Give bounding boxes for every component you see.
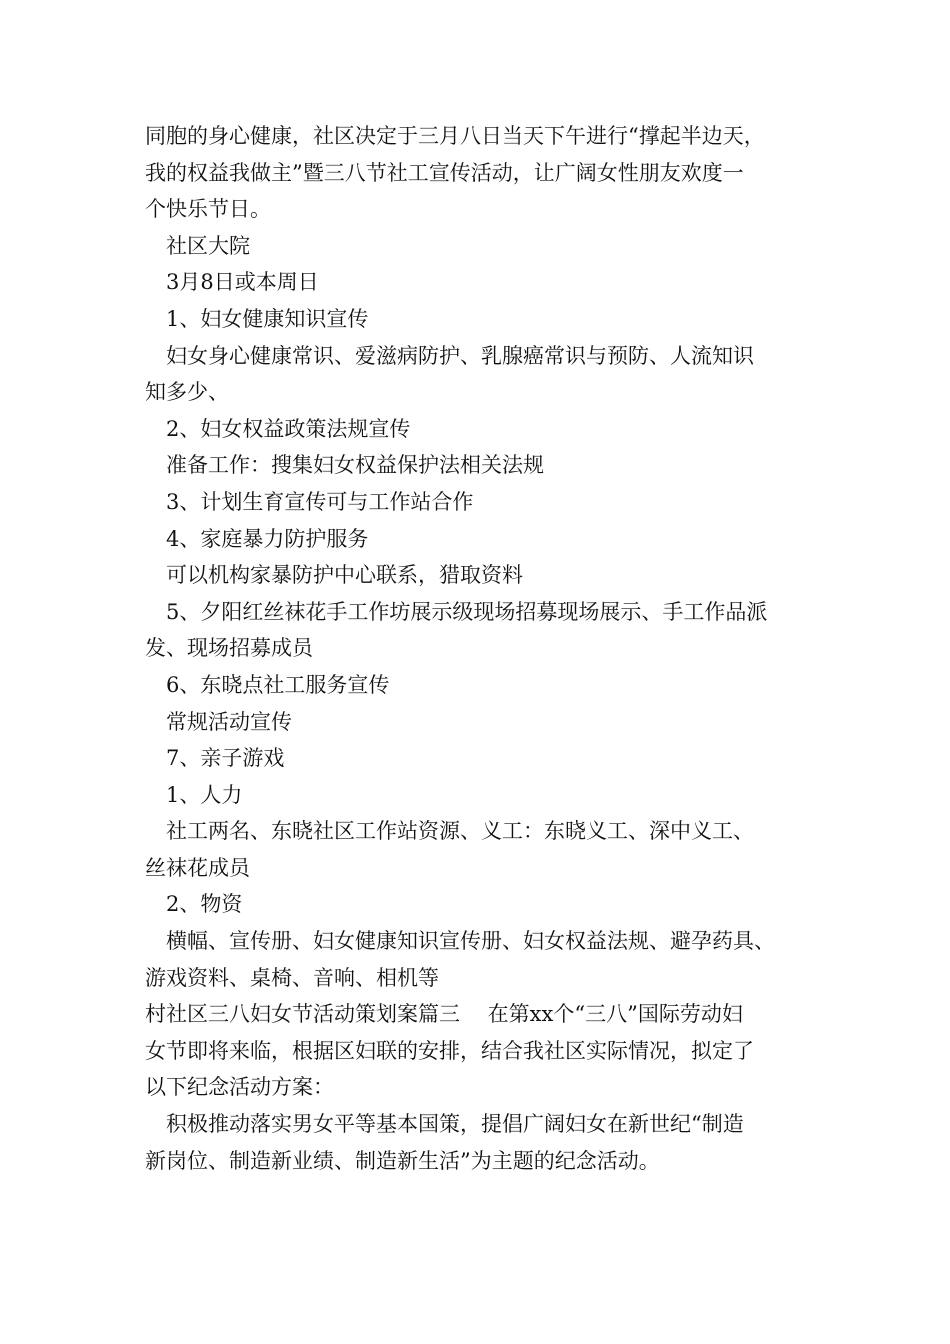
document-line: 1、人力 — [166, 782, 243, 807]
document-line: 个快乐节日。 — [145, 197, 271, 222]
document-line: 社工两名、东晓社区工作站资源、义工：东晓义工、深中义工、 — [166, 819, 754, 844]
document-line: 可以机构家暴防护中心联系，猎取资料 — [166, 563, 523, 588]
document-body — [145, 118, 830, 1179]
document-line: 积极推动落实男女平等基本国策，提倡广阔妇女在新世纪“制造 — [166, 1112, 744, 1137]
document-line: 妇女身心健康常识、爱滋病防护、乳腺癌常识与预防、人流知识 — [166, 343, 754, 368]
document-line: 新岗位、制造新业绩、制造新生活”为主题的纪念活动。 — [145, 1148, 660, 1173]
document-line: 6、东晓点社工服务宣传 — [166, 672, 390, 697]
document-line: 4、家庭暴力防护服务 — [166, 526, 369, 551]
document-line: 以下纪念活动方案： — [145, 1075, 334, 1100]
document-line: 3、计划生育宣传可与工作站合作 — [166, 489, 474, 514]
document-line: 常规活动宣传 — [166, 709, 292, 734]
document-line: 村社区三八妇女节活动策划案篇三 在第xx个“三八”国际劳动妇 — [145, 1002, 743, 1027]
document-line: 游戏资料、桌椅、音响、相机等 — [145, 965, 439, 990]
document-line: 准备工作：搜集妇女权益保护法相关法规 — [166, 453, 544, 478]
document-line: 3月8日或本周日 — [166, 270, 319, 295]
document-line: 横幅、宣传册、妇女健康知识宣传册、妇女权益法规、避孕药具、 — [166, 929, 775, 954]
document-line: 发、现场招募成员 — [145, 636, 313, 661]
document-line: 女节即将来临，根据区妇联的安排，结合我社区实际情况，拟定了 — [145, 1038, 754, 1063]
document-line: 1、妇女健康知识宣传 — [166, 306, 369, 331]
document-line: 社区大院 — [166, 233, 250, 258]
document-line: 我的权益我做主”暨三八节社工宣传活动，让广阔女性朋友欢度一 — [145, 160, 744, 185]
document-line: 7、亲子游戏 — [166, 746, 285, 771]
document-line: 丝袜花成员 — [145, 855, 250, 880]
document-line: 知多少、 — [145, 380, 229, 405]
document-line: 5、夕阳红丝袜花手工作坊展示级现场招募现场展示、手工作品派 — [166, 599, 768, 624]
document-line: 2、物资 — [166, 892, 243, 917]
document-line: 同胞的身心健康，社区决定于三月八日当天下午进行“撑起半边天， — [145, 124, 765, 148]
document-line: 2、妇女权益政策法规宣传 — [166, 416, 411, 441]
